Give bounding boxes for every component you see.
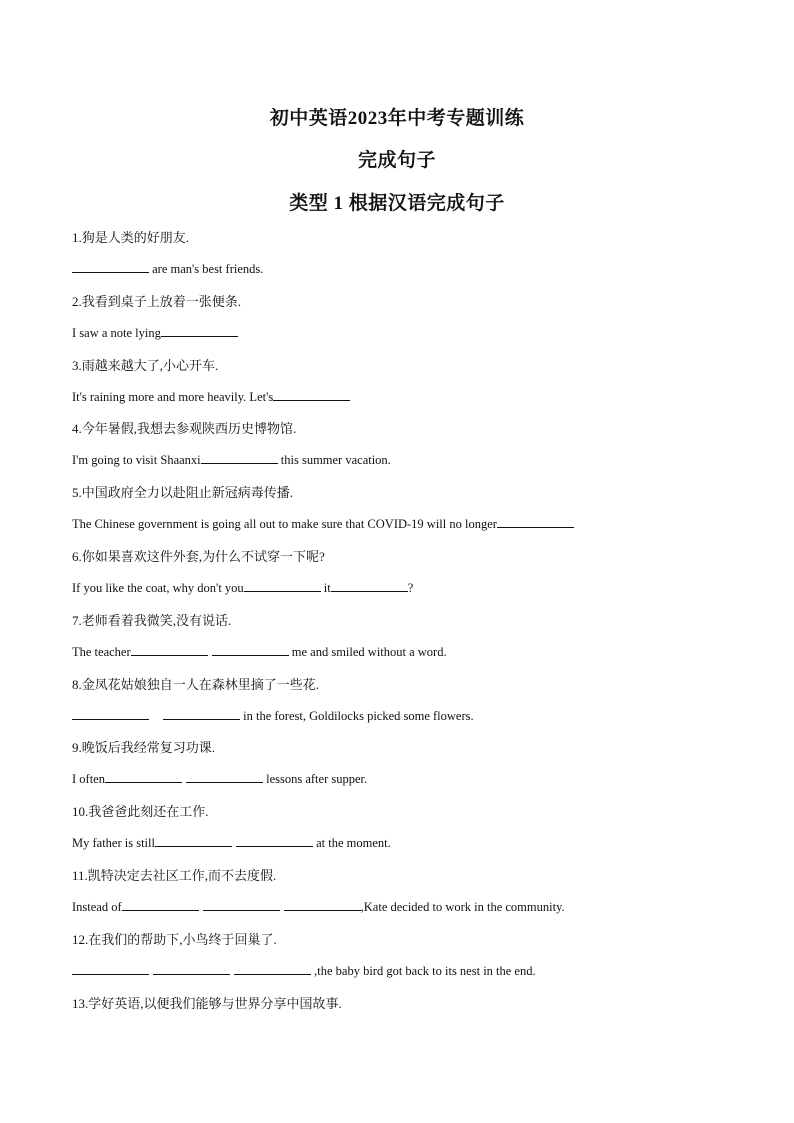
answer-blank[interactable] bbox=[201, 451, 278, 464]
question-11 bbox=[72, 867, 752, 931]
answer-blank[interactable] bbox=[212, 643, 289, 656]
answer-blank[interactable] bbox=[186, 770, 263, 783]
english-sentence: are man's best friends. bbox=[72, 260, 263, 278]
answer-blank[interactable] bbox=[72, 260, 149, 273]
answer-blank[interactable] bbox=[122, 898, 199, 911]
answer-blank[interactable] bbox=[497, 515, 574, 528]
answer-blank[interactable] bbox=[331, 579, 408, 592]
chinese-prompt: 8.金凤花姑娘独自一人在森林里摘了一些花. bbox=[72, 676, 320, 692]
question-13 bbox=[72, 995, 752, 1059]
chinese-prompt: 4.今年暑假,我想去参观陕西历史博物馆. bbox=[72, 421, 297, 437]
english-sentence: The teacher me and smiled without a word. bbox=[72, 644, 447, 659]
chinese-prompt: 1.狗是人类的好朋友. bbox=[72, 230, 190, 245]
english-sentence: I'm going to visit Shaanxi this summer vacation. bbox=[72, 453, 391, 468]
question-7 bbox=[72, 612, 752, 676]
chinese-prompt: 10.我爸爸此刻还在工作. bbox=[72, 804, 209, 820]
answer-blank[interactable] bbox=[72, 707, 149, 720]
answer-blank[interactable] bbox=[163, 707, 240, 720]
chinese-prompt: 12.在我们的帮助下,小鸟终于回巢了. bbox=[72, 931, 277, 947]
question-3 bbox=[72, 357, 752, 421]
chinese-prompt: 13.学好英语,以便我们能够与世界分享中国故事. bbox=[72, 995, 342, 1011]
question-8 bbox=[72, 676, 752, 740]
answer-blank[interactable] bbox=[236, 834, 313, 847]
english-sentence: I saw a note lying bbox=[72, 324, 238, 342]
english-sentence: The Chinese government is going all out to make sure that COVID-19 will no longer bbox=[72, 515, 574, 533]
answer-blank[interactable] bbox=[203, 898, 280, 911]
chinese-prompt: 2.我看到桌子上放着一张便条. bbox=[72, 293, 242, 309]
question-4 bbox=[72, 420, 752, 484]
english-sentence: Instead of ,Kate decided to work in the community. bbox=[72, 899, 565, 914]
question-12 bbox=[72, 931, 752, 995]
answer-blank[interactable] bbox=[131, 643, 208, 656]
chinese-prompt: 7.老师看着我微笑,没有说话. bbox=[72, 612, 232, 628]
answer-blank[interactable] bbox=[234, 962, 311, 975]
chinese-prompt: 11.凯特决定去社区工作,而不去度假. bbox=[72, 867, 277, 883]
english-sentence: ,the baby bird got back to its nest in the end. bbox=[72, 962, 536, 980]
answer-blank[interactable] bbox=[161, 324, 238, 337]
question-5 bbox=[72, 484, 752, 548]
chinese-prompt: 5.中国政府全力以赴阻止新冠病毒传播. bbox=[72, 485, 294, 501]
question-list bbox=[72, 229, 752, 1058]
answer-blank[interactable] bbox=[105, 770, 182, 783]
answer-blank[interactable] bbox=[244, 579, 321, 592]
answer-blank[interactable] bbox=[153, 962, 230, 975]
page-title: 初中英语2023年中考专题训练 bbox=[269, 108, 525, 129]
answer-blank[interactable] bbox=[284, 898, 361, 911]
answer-blank[interactable] bbox=[72, 962, 149, 975]
answer-blank[interactable] bbox=[273, 388, 350, 401]
question-9 bbox=[72, 739, 752, 803]
section-title: 完成句子 bbox=[357, 150, 436, 171]
chinese-prompt: 9.晚饭后我经常复习功课. bbox=[72, 740, 216, 756]
chinese-prompt: 6.你如果喜欢这件外套,为什么不试穿一下呢? bbox=[72, 548, 325, 564]
english-sentence: It's raining more and more heavily. Let's bbox=[72, 388, 350, 406]
english-sentence: If you like the coat, why don't you it ? bbox=[72, 580, 414, 595]
english-sentence: My father is still at the moment. bbox=[72, 836, 391, 851]
question-10 bbox=[72, 803, 752, 867]
type-heading: 类型 1 根据汉语完成句子 bbox=[289, 193, 505, 214]
answer-blank[interactable] bbox=[155, 834, 232, 847]
question-2 bbox=[72, 293, 752, 357]
question-6 bbox=[72, 548, 752, 612]
question-1 bbox=[72, 229, 752, 293]
english-sentence: I often lessons after supper. bbox=[72, 772, 368, 787]
chinese-prompt: 3.雨越来越大了,小心开车. bbox=[72, 357, 219, 373]
english-sentence: in the forest, Goldilocks picked some flowers. bbox=[72, 707, 474, 725]
